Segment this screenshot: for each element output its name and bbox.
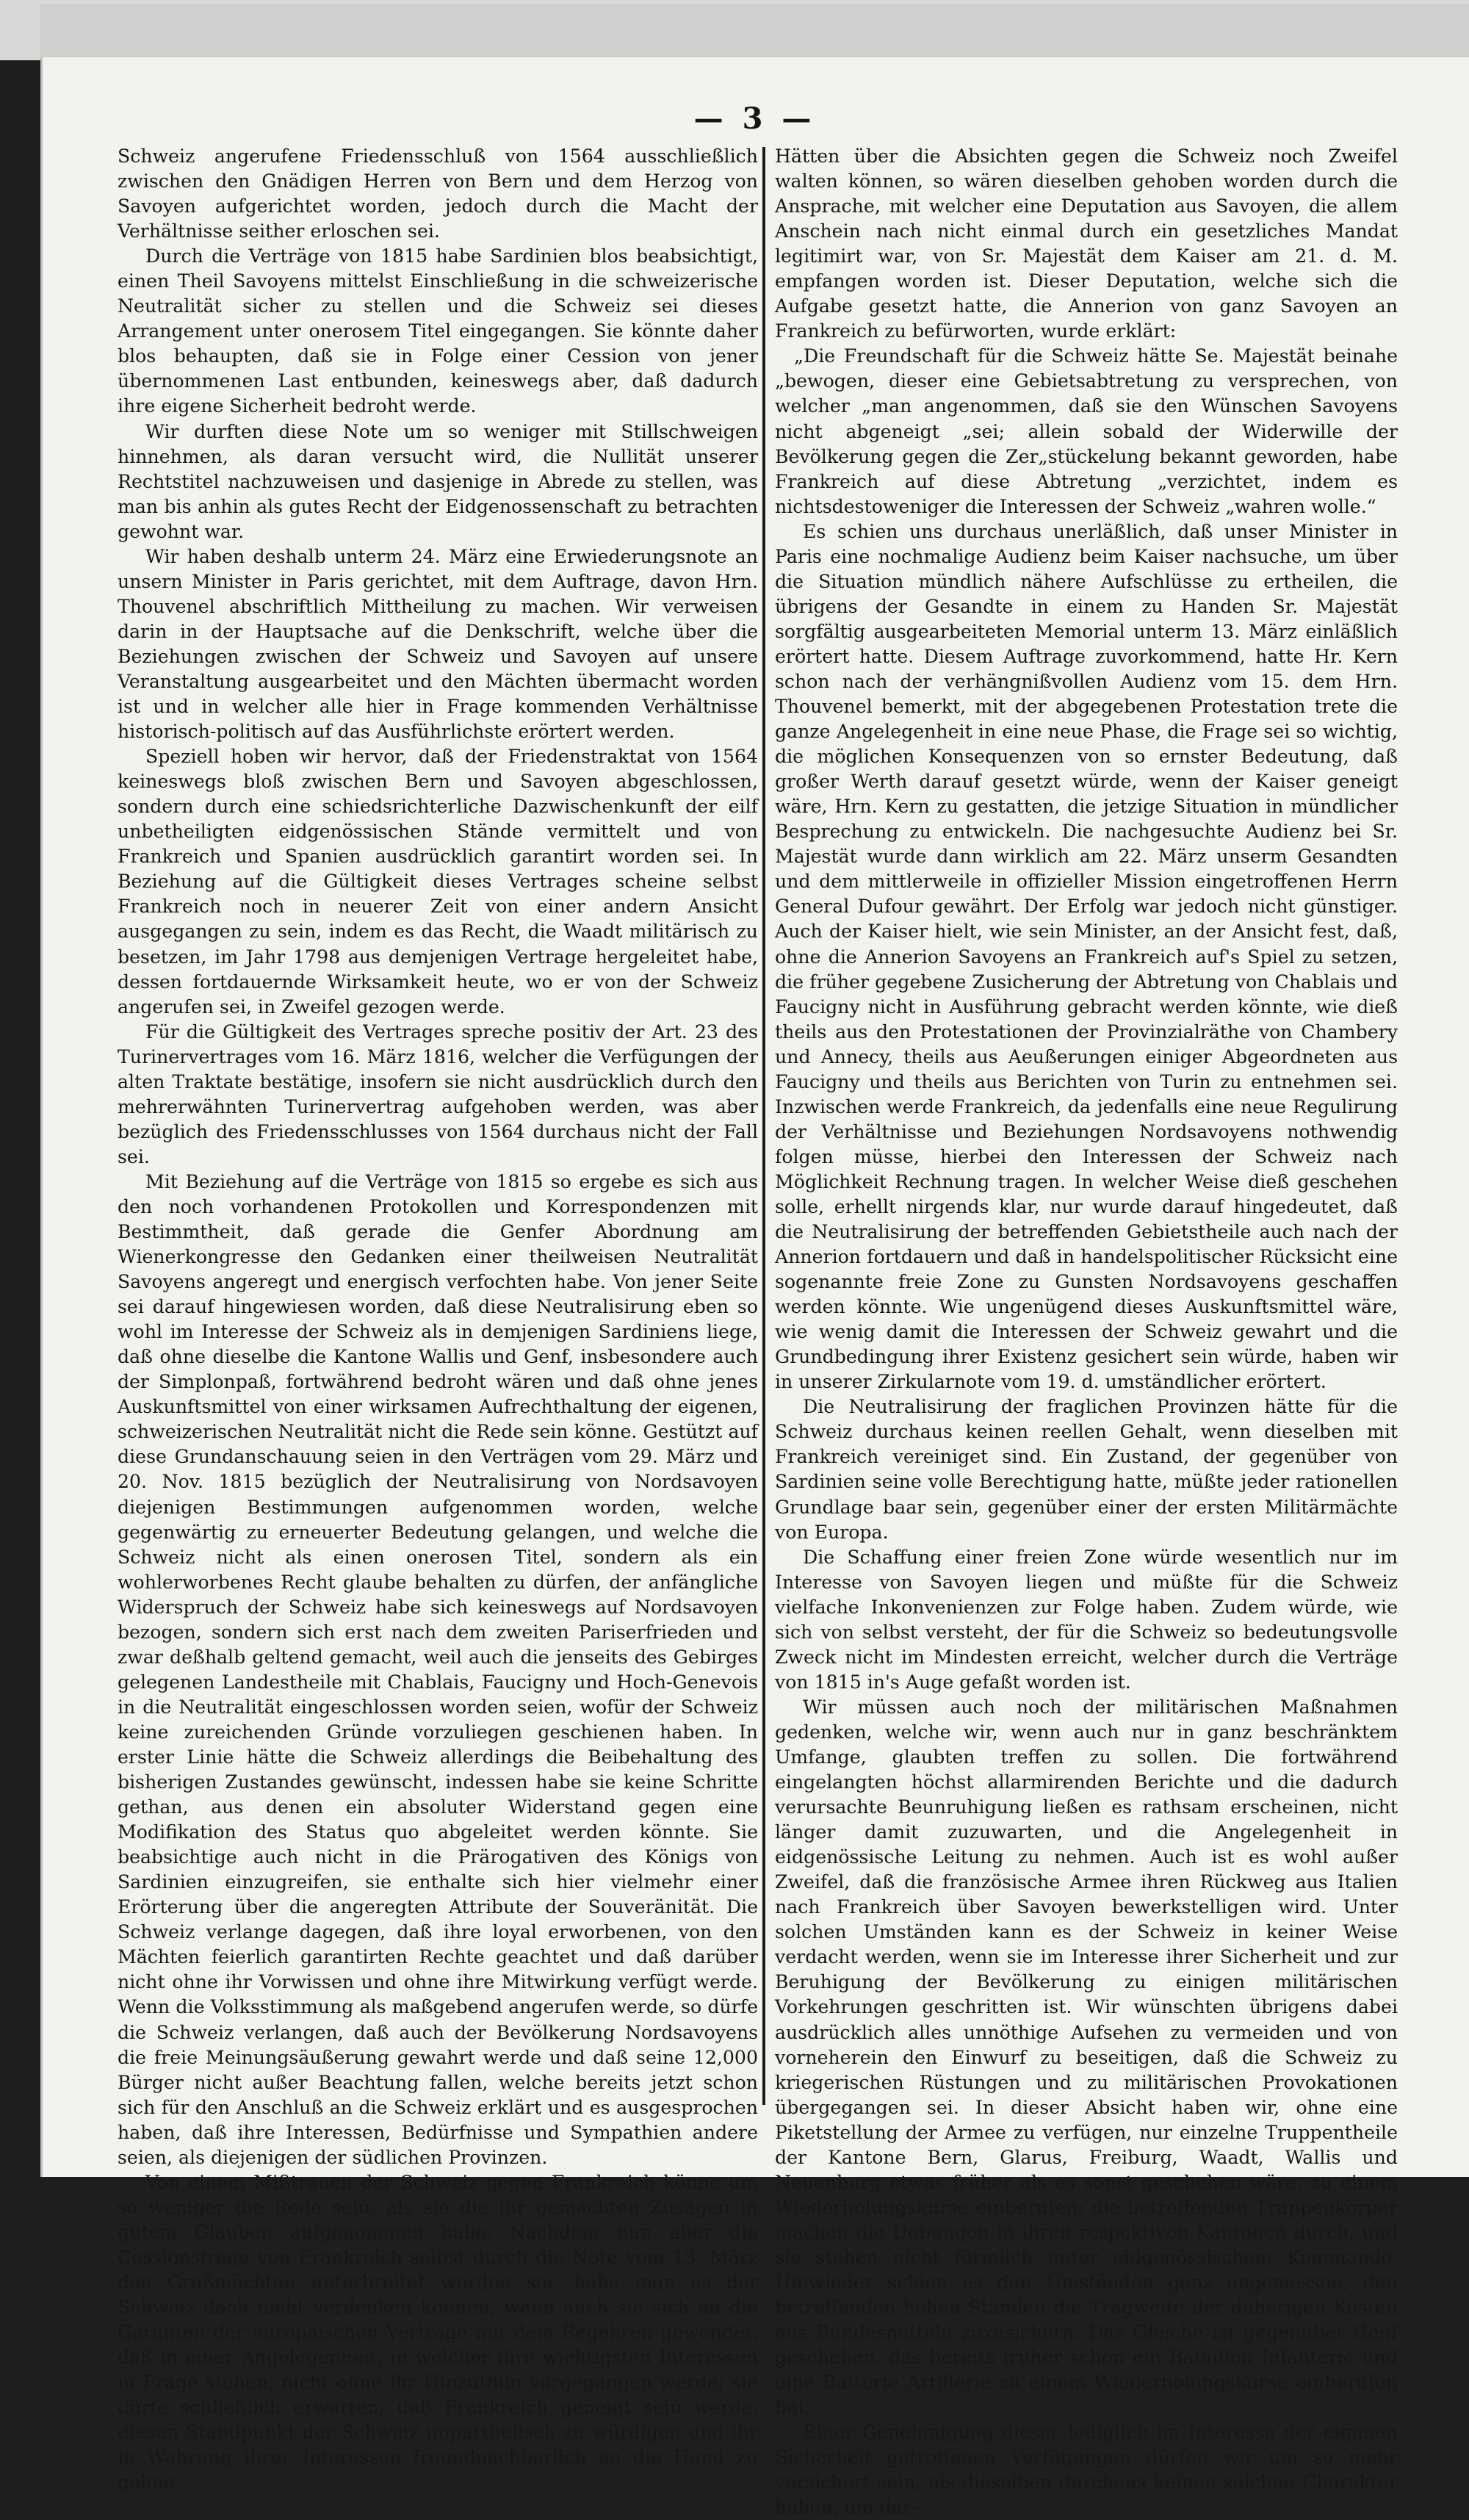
- column-divider: [762, 147, 765, 2105]
- paragraph: Wir müssen auch noch der militärischen Maßnahmen gedenken, welche wir, wenn auch nur in ganz beschränktem Umfange, glaubten treffen zu sollen. Die fortwährend eingelangten höchst allarmirenden Berichte und die dadurch verursachte Beunruhigung ließen es rathsam erscheinen, nicht länger damit zuzuwarten, und die Angelegenheit in eidgenössische Leitung zu nehmen. Auch ist es wohl außer Zweifel, daß die französische Armee ihren Rückweg aus Italien nach Frankreich über Savoyen bewerkstelligen wird. Unter solchen Umständen kann es der Schweiz in keiner Weise verdacht werden, wenn sie im Interesse ihrer Sicherheit und zur Beruhigung der Bevölkerung zu einigen militärischen Vorkehrungen geschritten ist. Wir wünschten übrigens dabei ausdrücklich alles unnöthige Aufsehen zu vermeiden und von vorneherein den Einwurf zu beseitigen, daß die Schweiz zu kriegerischen Rüstungen und zu militärischen Provokationen übergegangen sei. In dieser Absicht haben wir, ohne eine Piketstellung der Armee zu verfügen, nur einzelne Truppentheile der Kantone Bern, Glarus, Freiburg, Waadt, Wallis und Neuenburg etwas früher als es sonst geschehen wäre, zu einem Wiederholungskurse einberufen: die betreffenden Truppenkörper machen die Uebungen in ihren respektiven Kantonen durch, und sie stehen nicht förmlich unter eidgenössischem Kommando. Hinwieder schien es den Umständen ganz angemessen, den betreffenden hohen Ständen die Tragweite der daherigen Kosten aus Bundesmitteln zuzusichern. Das Gleiche ist gegenüber Genf geschehen, das bereits früher schon ein Bataillon Infanterie und eine Batterie Artillerie zu einem Wiederholungskurse einberufen hat.: [775, 1696, 1398, 2419]
- paragraph: Wir durften diese Note um so weniger mit Stillschweigen hinnehmen, als daran versucht wird, die Nullität unserer Rechtstitel nachzuweisen und dasjenige in Abrede zu stellen, was man bis anhin als gutes Recht der Eidgenossenschaft zu betrachten gewohnt war.: [118, 420, 758, 542]
- scanner-margin-top: [0, 0, 1469, 60]
- page-edge: [40, 57, 43, 2177]
- page-number: — 3 —: [693, 101, 816, 136]
- paragraph: Es schien uns durchaus unerläßlich, daß unser Minister in Paris eine nochmalige Audienz beim Kaiser nachsuche, um über die Situation mündlich nähere Aufschlüsse zu ertheilen, die übrigens der Gesandte in einem zu Handen Sr. Majestät sorgfältig ausgearbeiteten Memorial unterm 13. März einläßlich erörtert hatte. Diesem Auftrage zuvorkommend, hatte Hr. Kern schon nach der verhängnißvollen Audienz vom 15. dem Hrn. Thouvenel bemerkt, mit der abgegebenen Protestation trete die ganze Angelegenheit in eine neue Phase, die Frage sei so wichtig, die möglichen Konsequenzen von so ernster Bedeutung, daß großer Werth darauf gesetzt würde, wenn der Kaiser geneigt wäre, Hrn. Kern zu gestatten, die jetzige Situation in mündlicher Besprechung zu entwickeln. Die nachgesuchte Audienz bei Sr. Majestät wurde dann wirklich am 22. März unserm Gesandten und dem mittlerweile in offizieller Mission eingetroffenen Herrn General Dufour gewährt. Der Erfolg war jedoch nicht günstiger. Auch der Kaiser hielt, wie sein Minister, an der Ansicht fest, daß, ohne die Annerion Savoyens an Frankreich auf's Spiel zu setzen, die früher gegebene Zusicherung der Abtretung von Chablais und Faucigny nicht in Ausführung gebracht werden könnte, wie dieß theils aus den Protestationen der Provinzialräthe von Chambery und Annecy, theils aus Aeußerungen einiger Abgeordneten aus Faucigny und theils aus Berichten von Turin zu entnehmen sei. Inzwischen werde Frankreich, da jedenfalls eine neue Regulirung der Verhältnisse und Beziehungen Nordsavoyens nothwendig folgen müsse, hierbei den Interessen der Schweiz nach Möglichkeit Rechnung tragen. In welcher Weise dieß geschehen solle, erhellt nirgends klar, nur wurde darauf hingedeutet, daß die Neutralisirung der betreffenden Gebietstheile auch nach der Annerion fortdauern und daß in handelspolitischer Rücksicht eine sogenannte freie Zone zu Gunsten Nordsavoyens geschaffen werden könnte. Wie ungenügend dieses Auskunftsmittel wäre, wie wenig damit die Interessen der Schweiz gewahrt und die Grundbedingung ihrer Existenz gesichert sein würde, haben wir in unserer Zirkularnote vom 19. d. umständlicher erörtert.: [775, 520, 1398, 1393]
- left-column: [118, 144, 758, 2495]
- paragraph: Schweiz angerufene Friedensschluß von 1564 ausschließlich zwischen den Gnädigen Herren von Bern und dem Herzog von Savoyen aufgerichtet worden, jedoch durch die Macht der Verhältnisse seither erloschen sei.: [118, 145, 758, 242]
- paragraph: Die Neutralisirung der fraglichen Provinzen hätte für die Schweiz durchaus keinen reellen Gehalt, wenn dieselben mit Frankreich vereiniget sind. Ein Zustand, der gegenüber von Sardinien seine volle Berechtigung hatte, müßte jeder rationellen Grundlage baar sein, gegenüber einer der ersten Militärmächte von Europa.: [775, 1396, 1398, 1543]
- paragraph: Wir haben deshalb unterm 24. März eine Erwiederungsnote an unsern Minister in Paris gerichtet, mit dem Auftrage, davon Hrn. Thouvenel abschriftlich Mittheilung zu machen. Wir verweisen darin in der Hauptsache auf die Denkschrift, welche über die Beziehungen zwischen der Schweiz und Savoyen auf unsere Veranstaltung ausgearbeitet und den Mächten übermacht worden ist und in welcher alle hier in Frage kommenden Verhältnisse historisch-politisch auf das Ausführlichste erörtert werden.: [118, 545, 758, 743]
- paragraph: Mit Beziehung auf die Verträge von 1815 so ergebe es sich aus den noch vorhandenen Protokollen und Korrespondenzen mit Bestimmtheit, daß gerade die Genfer Abordnung am Wienerkongresse den Gedanken einer theilweisen Neutralität Savoyens angeregt und energisch verfochten habe. Von jener Seite sei darauf hingewiesen worden, daß diese Neutralisirung eben so wohl im Interesse der Schweiz als in demjenigen Sardiniens liege, daß ohne dieselbe die Kantone Wallis und Genf, insbesondere auch der Simplonpaß, fortwährend bedroht wären und daß ohne jenes Auskunftsmittel von einer wirksamen Aufrechthaltung der eigenen, schweizerischen Neutralität nicht die Rede sein könne. Gestützt auf diese Grundanschauung seien in den Verträgen vom 29. März und 20. Nov. 1815 bezüglich der Neutralisirung von Nordsavoyen diejenigen Bestimmungen aufgenommen worden, welche gegenwärtig zu erneuerter Bedeutung gelangen, und welche die Schweiz nicht als einen onerosen Titel, sondern als ein wohlerworbenes Recht glaube behalten zu dürfen, der anfängliche Widerspruch der Schweiz habe sich keineswegs auf Nordsavoyen bezogen, sondern sich erst nach dem zweiten Pariserfrieden und zwar deßhalb geltend gemacht, weil auch die jenseits des Gebirges gelegenen Landestheile mit Chablais, Faucigny und Hoch-Genevois in die Neutralität eingeschlossen worden seien, wofür der Schweiz keine zureichenden Gründe vorzuliegen geschienen haben. In erster Linie hätte die Schweiz allerdings die Beibehaltung des bisherigen Zustandes gewünscht, indessen habe sie keine Schritte gethan, aus denen ein absoluter Widerstand gegen eine Modifikation des Status quo abgeleitet werden könnte. Sie beabsichtige auch nicht in die Prärogativen des Königs von Sardinien einzugreifen, sie enthalte sich hier vielmehr einer Erörterung über die angeregten Attribute der Souveränität. Die Schweiz verlange dagegen, daß ihre loyal erworbenen, von den Mächten feierlich garantirten Rechte geachtet und daß darüber nicht ohne ihr Vorwissen und ohne ihre Mitwirkung verfügt werde. Wenn die Volksstimmung als maßgebend angerufen werde, so dürfe die Schweiz verlangen, daß auch der Bevölkerung Nordsavoyens die freie Meinungsäußerung gewahrt werde und daß seine 12,000 Bürger nicht außer Beachtung fallen, welche bereits jetzt schon sich für den Anschluß an die Schweiz erklärt und es ausgesprochen haben, daß ihre Interessen, Bedürfnisse und Sympathien andere seien, als diejenigen der südlichen Provinzen.: [118, 1170, 758, 2168]
- paragraph: Durch die Verträge von 1815 habe Sardinien blos beabsichtigt, einen Theil Savoyens mittelst Einschließung in die schweizerische Neutralität sicher zu stellen und die Schweiz sei dieses Arrangement unter onerosem Titel eingegangen. Sie könnte daher blos behaupten, daß sie in Folge einer Cession von jener übernommenen Last entbunden, keineswegs aber, daß dadurch ihre eigene Sicherheit bedroht werde.: [118, 245, 758, 417]
- paragraph: Von einem Mißtrauen der Schweiz gegen Frankreich könne um so weniger die Rede sein, als sie die ihr gemachten Zusagen in gutem Glauben aufgenommen habe. Nachdem nun aber die Cessionsfrage von Frankreich selbst durch die Note vom 13. März den Großmächten unterbreitet worden sei, habe man es der Schweiz doch nicht verdenken können, wenn auch sie sich an die Garanten der europäischen Verträge mit dem Begehren gewendet, daß in einer Angelegenheit, in welcher ihre wichtigsten Interessen in Frage stehen, nicht ohne ihr Hinzuthun vorgegangen werde; sie dürfe schließlich erwarten, daß Frankreich geneigt sein werde, diesen Standpunkt der Schweiz unpartheiisch zu würdigen und ihr in Wahrung ihrer Interessen freundnachbarlich an die Hand zu gehen.: [118, 2171, 758, 2494]
- scanner-margin-top-inner: [40, 4, 1469, 60]
- paragraph: Speziell hoben wir hervor, daß der Friedenstraktat von 1564 keineswegs bloß zwischen Bern und Savoyen abgeschlossen, sondern durch eine schiedsrichterliche Dazwischenkunft der eilf unbetheiligten eidgenössischen Stände vermittelt und von Frankreich und Spanien ausdrücklich garantirt worden sei. In Beziehung auf die Gültigkeit dieses Vertrages scheine selbst Frankreich noch in neuerer Zeit von einer andern Ansicht ausgegangen zu sein, indem es das Recht, die Waadt militärisch zu besetzen, im Jahr 1798 aus demjenigen Vertrage hergeleitet habe, dessen fortdauernde Wirksamkeit heute, wo er von der Schweiz angerufen sei, in Zweifel gezogen werde.: [118, 746, 758, 1018]
- right-column: [775, 144, 1398, 2520]
- document-page: [40, 57, 1469, 2519]
- paragraph: Die Schaffung einer freien Zone würde wesentlich nur im Interesse von Savoyen liegen und müßte für die Schweiz vielfache Inkonvenienzen zur Folge haben. Zudem würde, wie sich von selbst versteht, der für die Schweiz so bedeutungsvolle Zweck nicht im Mindesten erreicht, welcher durch die Verträge von 1815 in's Auge gefaßt worden ist.: [775, 1546, 1398, 1693]
- paragraph: Einer Genehmigung dieser lediglich im Interesse der eigenen Sicherheit getroffenen Verfügungen dürfen wir um so mehr versichert sein, als dieselben durchaus keinen solchen Charakter haben, um dar-: [775, 2422, 1398, 2519]
- paragraph: Hätten über die Absichten gegen die Schweiz noch Zweifel walten können, so wären dieselben gehoben worden durch die Ansprache, mit welcher eine Deputation aus Savoyen, die allem Anschein nach nicht einmal durch ein gesetzliches Mandat legitimirt war, von Sr. Majestät dem Kaiser am 21. d. M. empfangen worden ist. Dieser Deputation, welche sich die Aufgabe gesetzt hatte, die Annerion von ganz Savoyen an Frankreich zu befürworten, wurde erklärt:: [775, 145, 1398, 342]
- paragraph: Für die Gültigkeit des Vertrages spreche positiv der Art. 23 des Turinervertrages vom 16. März 1816, welcher die Verfügungen der alten Traktate bestätige, insofern sie nicht ausdrücklich durch den mehrerwähnten Turinervertrag aufgehoben werden, was aber bezüglich des Friedensschlusses von 1564 durchaus nicht der Fall sei.: [118, 1020, 758, 1167]
- quoted-statement: „Die Freundschaft für die Schweiz hätte Se. Majestät beinahe „bewogen, dieser eine Gebietsabtretung zu versprechen, von welcher „man angenommen, daß sie den Wünschen Savoyens nicht abgeneigt „sei; allein sobald der Widerwille der Bevölkerung gegen die Zer„stückelung bekannt geworden, habe Frankreich auf diese Abtretung „verzichtet, indem es nichtsdestoweniger die Interessen der Schweiz „wahren wolle.“: [775, 345, 1398, 517]
